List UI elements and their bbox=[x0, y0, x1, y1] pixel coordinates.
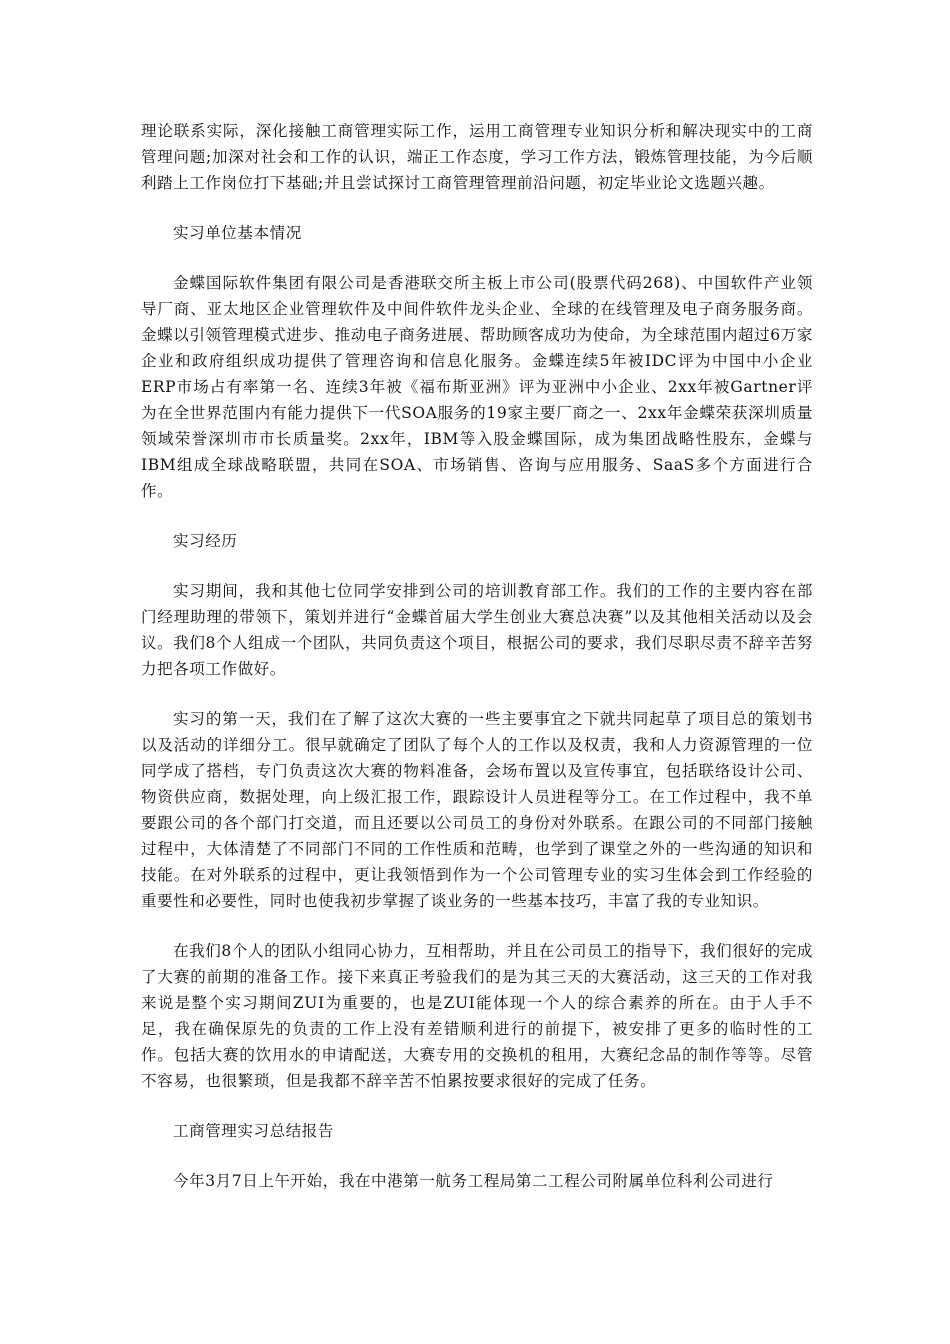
paragraph-team-work: 在我们8个人的团队小组同心协力，互相帮助，并且在公司员工的指导下，我们很好的完成了大赛的前期的准备工作。接下来真正考验我们的是为其三天的大赛活动，这三天的工作对我来说是整个实习期间ZUI为重要的，也是ZUI能体现一个人的综合素养的所在。由于人手不足，我在确保原先的负责的工作上没有差错顺利进行的前提下，被安排了更多的临时性的工作。包括大赛的饮用水的申请配送，大赛专用的交换机的租用，大赛纪念品的制作等等。尽管不容易，也很繁琐，但是我都不辞辛苦不怕累按要求很好的完成了任务。 bbox=[141, 942, 813, 1090]
section-heading-summary-report: 工商管理实习总结报告 bbox=[173, 1122, 335, 1140]
paragraph-summary-start: 今年3月7日上午开始，我在中港第一航务工程局第二工程公司附属单位科利公司进行 bbox=[173, 1172, 774, 1190]
paragraph-internship-duties: 实习期间，我和其他七位同学安排到公司的培训教育部工作。我们的工作的主要内容在部门经理助理的带领下，策划并进行“金蝶首届大学生创业大赛总决赛”以及其他相关活动以及会议。我们8个人组成一个团队，共同负责这个项目，根据公司的要求，我们尽职尽责不辞辛苦努力把各项工作做好。 bbox=[141, 582, 813, 678]
paragraph-intro: 理论联系实际，深化接触工商管理实际工作，运用工商管理专业知识分析和解决现实中的工商管理问题;加深对社会和工作的认识，端正工作态度，学习工作方法，锻炼管理技能，为今后顺利踏上工作岗位打下基础;并且尝试探讨工商管理管理前沿问题，初定毕业论文选题兴趣。 bbox=[141, 122, 813, 192]
section-heading-internship-experience: 实习经历 bbox=[173, 532, 238, 550]
document-page bbox=[141, 118, 813, 1194]
section-heading-company-info: 实习单位基本情况 bbox=[173, 224, 302, 242]
paragraph-first-day: 实习的第一天，我们在了解了这次大赛的一些主要事宜之下就共同起草了项目总的策划书以及活动的详细分工。很早就确定了团队了每个人的工作以及权责，我和人力资源管理的一位同学成了搭档，专门负责这次大赛的物料准备，会场布置以及宣传事宜，包括联络设计公司、物资供应商，数据处理，向上级汇报工作，跟踪设计人员进程等分工。在工作过程中，我不单要跟公司的各个部门打交道，而且还要以公司员工的身份对外联系。在跟公司的不同部门接触过程中，大体清楚了不同部门不同的工作性质和范畴，也学到了课堂之外的一些沟通的知识和技能。在对外联系的过程中，更让我领悟到作为一个公司管理专业的实习生体会到工作经验的重要性和必要性，同时也使我初步掌握了谈业务的一些基本技巧，丰富了我的专业知识。 bbox=[141, 710, 813, 910]
paragraph-company-info: 金蝶国际软件集团有限公司是香港联交所主板上市公司(股票代码268)、中国软件产业领导厂商、亚太地区企业管理软件及中间件软件龙头企业、全球的在线管理及电子商务服务商。金蝶以引领管理模式进步、推动电子商务进展、帮助顾客成功为使命，为全球范围内超过6万家企业和政府组织成功提供了管理咨询和信息化服务。金蝶连续5年被IDC评为中国中小企业ERP市场占有率第一名、连续3年被《福布斯亚洲》评为亚洲中小企业、2xx年被Gartner评为在全世界范围内有能力提供下一代SOA服务的19家主要厂商之一、2xx年金蝶荣获深圳质量领域荣誉深圳市市长质量奖。2xx年，IBM等入股金蝶国际，成为集团战略性股东，金蝶与IBM组成全球战略联盟，共同在SOA、市场销售、咨询与应用服务、SaaS多个方面进行合作。 bbox=[141, 274, 813, 500]
